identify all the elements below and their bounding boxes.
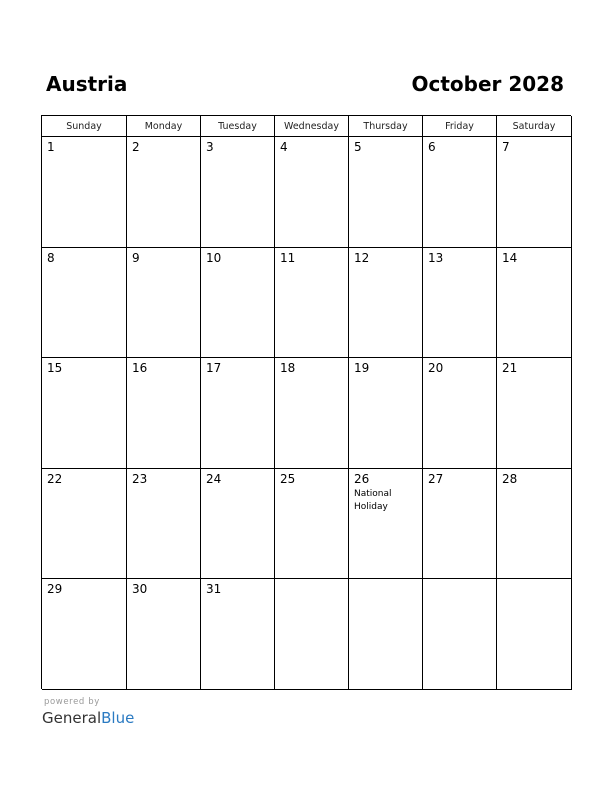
calendar-grid	[41, 115, 571, 689]
day-number: 11	[280, 250, 296, 265]
day-number: 23	[132, 471, 148, 486]
day-cell	[201, 579, 275, 690]
day-cell	[275, 137, 349, 248]
day-cell	[423, 137, 497, 248]
day-number: 2	[132, 140, 140, 154]
day-number: 28	[502, 471, 518, 486]
day-cell-empty	[423, 579, 497, 690]
day-cell	[201, 248, 275, 359]
day-cell	[127, 137, 201, 248]
day-number: 26	[354, 471, 370, 486]
day-number: 19	[354, 361, 370, 376]
day-cell	[201, 358, 275, 469]
day-cell	[42, 137, 127, 248]
day-number: 29	[47, 582, 63, 597]
weekday-header-saturday: Saturday	[497, 116, 572, 137]
day-number: 12	[354, 250, 370, 265]
day-number: 30	[132, 582, 148, 597]
day-number: 22	[47, 471, 63, 486]
day-number: 8	[47, 250, 55, 265]
weekday-header-friday: Friday	[423, 116, 497, 137]
brand-logo-part1: General	[42, 709, 102, 727]
day-number: 9	[132, 250, 140, 265]
day-cell	[127, 469, 201, 580]
day-number: 7	[502, 140, 510, 154]
day-cell	[127, 248, 201, 359]
day-cell-empty	[497, 579, 572, 690]
holiday-label: National Holiday	[354, 488, 392, 513]
day-cell	[349, 358, 423, 469]
country-title: Austria	[46, 72, 128, 96]
day-number: 15	[47, 361, 63, 376]
powered-by-text: powered by	[44, 697, 100, 707]
day-cell	[497, 248, 572, 359]
day-cell	[42, 579, 127, 690]
weekday-header-tuesday: Tuesday	[201, 116, 275, 137]
day-number: 18	[280, 361, 296, 376]
day-cell-empty	[349, 579, 423, 690]
day-number: 27	[428, 471, 444, 486]
day-cell	[127, 358, 201, 469]
day-cell	[349, 248, 423, 359]
day-cell	[275, 469, 349, 580]
day-cell	[423, 358, 497, 469]
day-number: 14	[502, 250, 518, 265]
weekday-header-thursday: Thursday	[349, 116, 423, 137]
day-cell	[349, 469, 423, 580]
day-cell	[497, 469, 572, 580]
weekday-header-sunday: Sunday	[42, 116, 127, 137]
day-number: 4	[280, 140, 288, 154]
day-cell	[42, 469, 127, 580]
day-number: 13	[428, 250, 444, 265]
day-number: 17	[206, 361, 222, 376]
day-cell	[423, 248, 497, 359]
day-number: 5	[354, 140, 362, 154]
day-cell	[201, 469, 275, 580]
day-number: 1	[47, 140, 55, 154]
day-cell	[42, 358, 127, 469]
day-number: 6	[428, 140, 436, 154]
day-number: 3	[206, 140, 214, 154]
brand-logo-part2: Blue	[101, 709, 135, 727]
day-cell	[349, 137, 423, 248]
weekday-header-monday: Monday	[127, 116, 201, 137]
day-cell	[42, 248, 127, 359]
day-number: 10	[206, 250, 222, 265]
day-cell	[127, 579, 201, 690]
day-cell-empty	[275, 579, 349, 690]
day-number: 31	[206, 582, 222, 597]
day-cell	[497, 358, 572, 469]
day-number: 21	[502, 361, 518, 376]
month-year-title: October 2028	[411, 72, 564, 96]
day-number: 20	[428, 361, 444, 376]
day-cell	[201, 137, 275, 248]
day-cell	[275, 358, 349, 469]
day-cell	[423, 469, 497, 580]
brand-logo[interactable]	[42, 708, 134, 728]
weekday-header-wednesday: Wednesday	[275, 116, 349, 137]
day-cell	[275, 248, 349, 359]
day-number: 16	[132, 361, 148, 376]
day-cell	[497, 137, 572, 248]
day-number: 25	[280, 471, 296, 486]
day-number: 24	[206, 471, 222, 486]
